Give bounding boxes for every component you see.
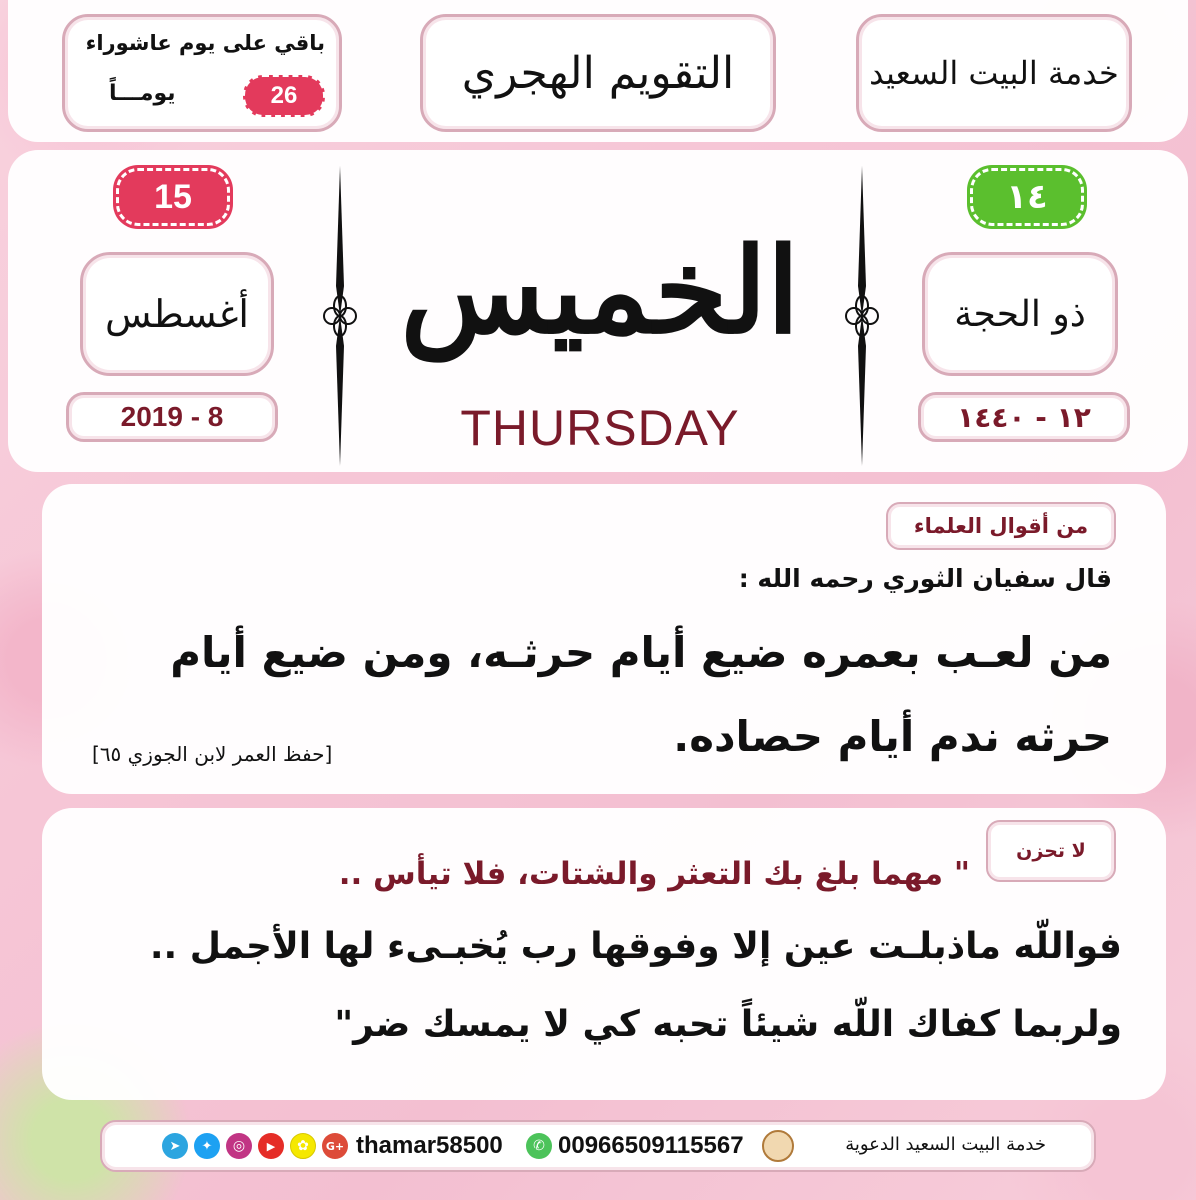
- quote-tag: [886, 502, 1116, 550]
- countdown-unit: يومـــاً: [109, 81, 176, 106]
- page-title: التقويم الهجري: [461, 47, 735, 99]
- la-tahzan-line-1: " مهما بلغ بك التعثر والشتات، فلا تيأس ..: [338, 856, 970, 892]
- gregorian-day-badge: 15: [116, 168, 230, 226]
- gregorian-year-box: [66, 392, 278, 442]
- countdown-days-badge: 26: [243, 75, 325, 117]
- quote-attribution: قال سفيان الثوري رحمه الله :: [738, 564, 1112, 593]
- brand-box: [856, 14, 1132, 132]
- gregorian-year: 2019 - 8: [120, 401, 224, 432]
- quote-line-1: من لعـب بعمره ضيع أيام حرثـه، ومن ضيع أيام: [170, 628, 1112, 677]
- footer-brand: خدمة البيت السعيد الدعوية: [845, 1134, 1046, 1155]
- brand-name: خدمة البيت السعيد: [869, 54, 1119, 92]
- telegram-icon[interactable]: ➤: [162, 1133, 188, 1159]
- la-tahzan-tag: [986, 820, 1116, 882]
- quote-line-2: حرثه ندم أيام حصاده.: [673, 712, 1112, 761]
- ornament-divider-right: [842, 166, 882, 466]
- instagram-icon[interactable]: ◎: [226, 1133, 252, 1159]
- weekday-arabic: الخميس: [400, 220, 800, 360]
- hijri-month-box: [922, 252, 1118, 376]
- hijri-day-badge: ١٤: [970, 168, 1084, 226]
- logo-icon: [762, 1130, 794, 1162]
- hijri-month: ذو الحجة: [954, 293, 1086, 335]
- title-box: [420, 14, 776, 132]
- twitter-icon[interactable]: ✦: [194, 1133, 220, 1159]
- footer-bar: [100, 1120, 1096, 1172]
- weekday-english: THURSDAY: [460, 400, 740, 456]
- youtube-icon[interactable]: ▶: [258, 1133, 284, 1159]
- quote-source: [حفظ العمر لابن الجوزي ٦٥]: [92, 742, 333, 766]
- footer-handle[interactable]: thamar58500: [356, 1132, 503, 1159]
- countdown-label: باقي على يوم عاشوراء: [85, 31, 325, 55]
- snapchat-icon[interactable]: ✿: [290, 1133, 316, 1159]
- gregorian-month-box: [80, 252, 274, 376]
- googleplus-icon[interactable]: G+: [322, 1133, 348, 1159]
- countdown-box: [62, 14, 342, 132]
- la-tahzan-line-2: فواللّه ماذبلـت عين إلا وفوقها رب يُخبـىء لها الأجمل ..: [149, 926, 1122, 967]
- hijri-year: ١٢ - ١٤٤٠: [957, 400, 1091, 434]
- quote-tag-label: من أقوال العلماء: [913, 514, 1089, 538]
- gregorian-month: أغسطس: [105, 292, 249, 336]
- whatsapp-icon[interactable]: ✆: [526, 1133, 552, 1159]
- ornament-divider-left: [320, 166, 360, 466]
- la-tahzan-tag-label: لا تحزن: [1016, 840, 1086, 862]
- la-tahzan-line-3: ولربما كفاك اللّه شيئاً تحبه كي لا يمسك ضر": [334, 1004, 1122, 1045]
- footer-phone[interactable]: 00966509115567: [558, 1132, 744, 1159]
- hijri-year-box: [918, 392, 1130, 442]
